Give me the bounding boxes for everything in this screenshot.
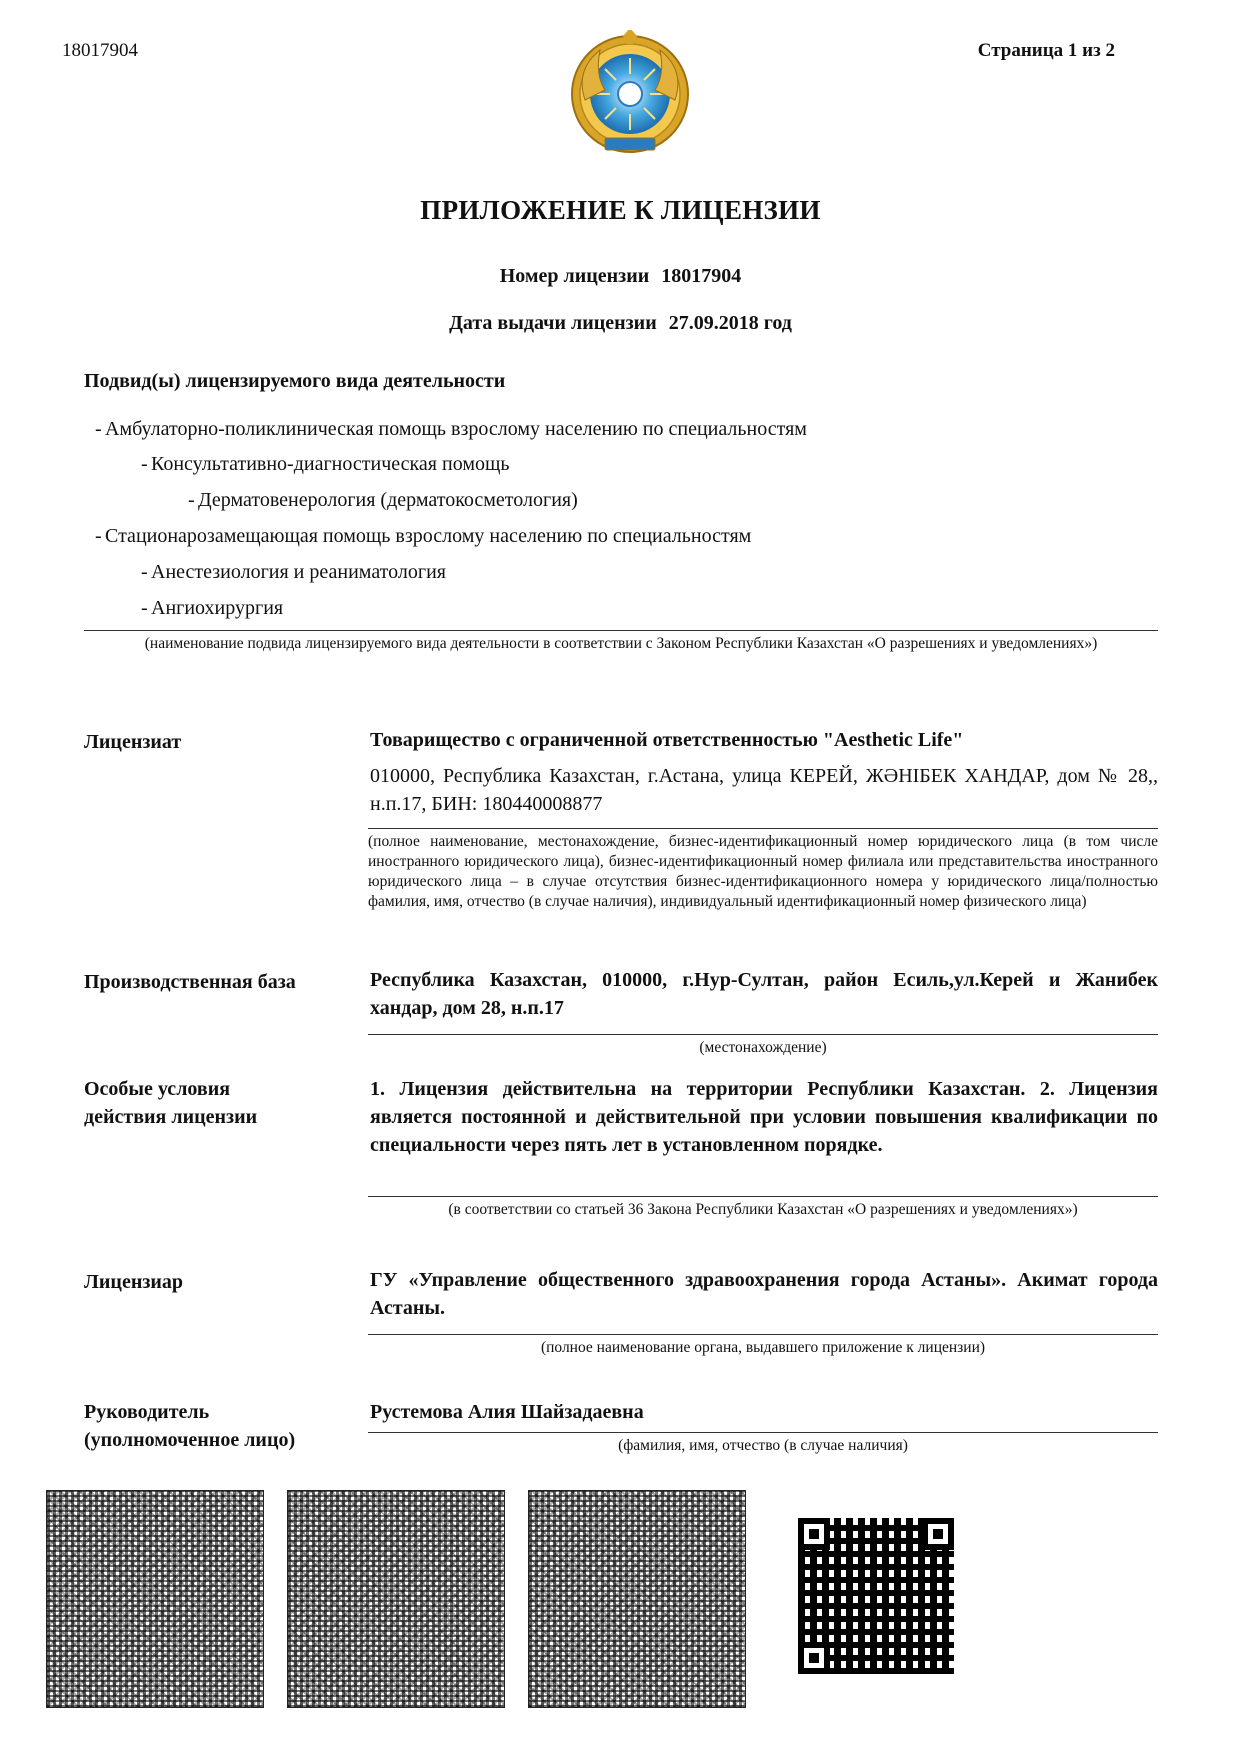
license-number-value: 18017904 bbox=[661, 265, 742, 287]
state-emblem-icon bbox=[565, 30, 695, 160]
head-label bbox=[84, 1398, 295, 1454]
bullet-dash-icon: - bbox=[141, 561, 148, 583]
production-base-label: Производственная база bbox=[84, 971, 296, 993]
qr-finder-icon bbox=[798, 1642, 830, 1674]
divider bbox=[368, 1034, 1158, 1035]
divider bbox=[368, 1334, 1158, 1335]
subtype-item-text: Консультативно-диагностическая помощь bbox=[151, 453, 510, 475]
special-conditions-value: 1. Лицензия действительна на территории Республики Казахстан. 2. Лицензия является постоянной и действительной при условии повышения квалификации по специальности через пять лет в установленном порядке. bbox=[370, 1078, 1158, 1156]
subtype-item bbox=[141, 561, 446, 584]
special-conditions-label-line2: действия лицензии bbox=[84, 1106, 258, 1128]
head-label-line2: (уполномоченное лицо) bbox=[84, 1429, 296, 1451]
licensor-value: ГУ «Управление общественного здравоохранения города Астаны». Акимат города Астаны. bbox=[370, 1269, 1158, 1319]
subtype-item-text: Стационарозамещающая помощь взрослому населению по специальностям bbox=[105, 525, 752, 547]
divider bbox=[368, 1432, 1158, 1433]
subtype-item-text: Анестезиология и реаниматология bbox=[151, 561, 446, 583]
production-base-value: Республика Казахстан, 010000, г.Нур-Султан, район Есиль,ул.Керей и Жанибек хандар, дом 28, н.п.17 bbox=[370, 969, 1158, 1019]
head-label-line1: Руководитель bbox=[84, 1401, 210, 1423]
special-conditions-label-line1: Особые условия bbox=[84, 1078, 231, 1100]
subtype-item-text: Амбулаторно-поликлиническая помощь взрослому населению по специальностям bbox=[105, 418, 807, 440]
data-matrix-code-icon bbox=[46, 1490, 264, 1708]
divider bbox=[368, 1196, 1158, 1197]
head-caption: (фамилия, имя, отчество (в случае наличия) bbox=[618, 1437, 908, 1454]
bullet-dash-icon: - bbox=[95, 525, 102, 547]
licensor-caption: (полное наименование органа, выдавшего приложение к лицензии) bbox=[540, 1339, 986, 1356]
subtypes-heading: Подвид(ы) лицензируемого вида деятельности bbox=[84, 370, 506, 392]
subtype-item bbox=[141, 453, 510, 476]
license-number-row bbox=[0, 265, 1241, 288]
licensee-caption: (полное наименование, местонахождение, бизнес-идентификационный номер юридического лица (в том числе иностранного юридического лица), бизнес-идентификационный номер филиала или представительства иностранного юридического лица – в случае отсутствия бизнес-идентификационного номера у юридического лица/полностью фамилия, имя, отчество (в случае наличия), индивидуальный идентификационный номер физического лица) bbox=[368, 833, 1158, 910]
qr-code-icon bbox=[798, 1518, 954, 1674]
subtype-item bbox=[141, 597, 283, 620]
license-date-value: 27.09.2018 год bbox=[668, 312, 792, 334]
subtype-item bbox=[95, 525, 751, 548]
bullet-dash-icon: - bbox=[141, 453, 148, 475]
subtype-item-text: Ангиохирургия bbox=[151, 597, 284, 619]
divider bbox=[84, 630, 1158, 631]
subtype-item bbox=[95, 418, 807, 441]
qr-finder-icon bbox=[922, 1518, 954, 1550]
licensor-label: Лицензиар bbox=[84, 1271, 184, 1293]
licensee-name: Товарищество с ограниченной ответственностью "Aesthetic Life" bbox=[370, 729, 964, 751]
head-name: Рустемова Алия Шайзадаевна bbox=[370, 1401, 644, 1423]
license-date-row bbox=[0, 312, 1241, 335]
divider bbox=[368, 828, 1158, 829]
bullet-dash-icon: - bbox=[141, 597, 148, 619]
data-matrix-code-icon bbox=[528, 1490, 746, 1708]
subtype-item-text: Дерматовенерология (дерматокосметология) bbox=[198, 489, 578, 511]
subtype-item bbox=[188, 489, 578, 512]
document-number: 18017904 bbox=[62, 40, 138, 61]
data-matrix-code-icon bbox=[287, 1490, 505, 1708]
license-number-label: Номер лицензии bbox=[499, 265, 650, 287]
bullet-dash-icon: - bbox=[95, 418, 102, 440]
special-conditions-caption: (в соответствии со статьей 36 Закона Республики Казахстан «О разрешениях и уведомлениях») bbox=[448, 1201, 1078, 1218]
licensee-label: Лицензиат bbox=[84, 731, 182, 753]
special-conditions-label bbox=[84, 1075, 257, 1131]
licensee-address: 010000, Республика Казахстан, г.Астана, улица КЕРЕЙ, ЖӘНІБЕК ХАНДАР, дом № 28,, н.п.17, БИН: 180440008877 bbox=[370, 765, 1158, 815]
page-title: ПРИЛОЖЕНИЕ К ЛИЦЕНЗИИ bbox=[420, 195, 821, 225]
bullet-dash-icon: - bbox=[188, 489, 195, 511]
license-date-label: Дата выдачи лицензии bbox=[449, 312, 657, 334]
subtypes-caption: (наименование подвида лицензируемого вида деятельности в соответствии с Законом Республики Казахстан «О разрешениях и уведомлениях») bbox=[144, 635, 1098, 652]
production-base-caption: (местонахождение) bbox=[699, 1039, 827, 1056]
qr-finder-icon bbox=[798, 1518, 830, 1550]
page-indicator: Страница 1 из 2 bbox=[977, 40, 1115, 61]
